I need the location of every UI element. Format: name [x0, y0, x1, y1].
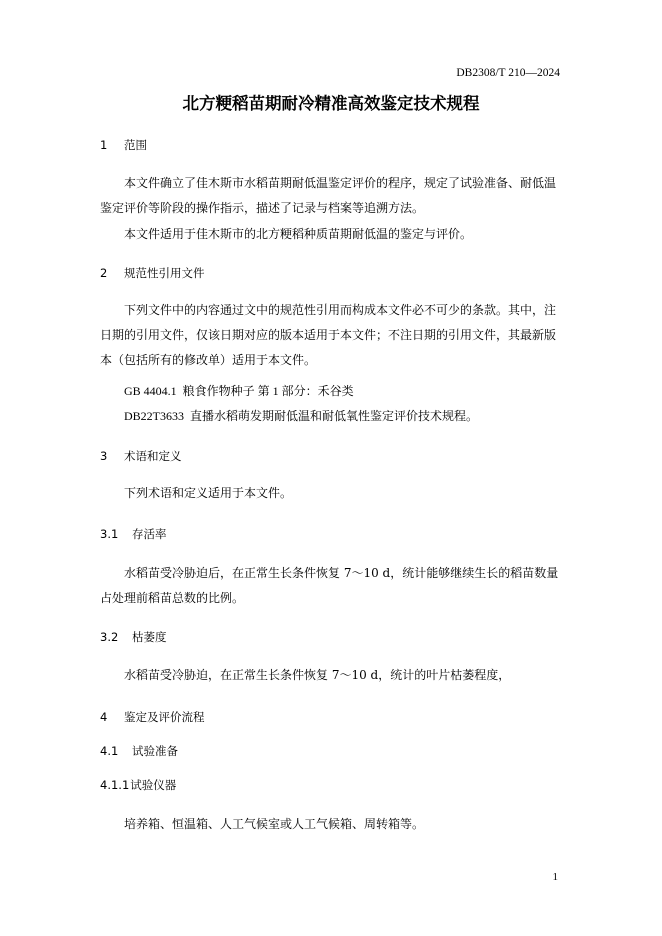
section-heading-2 [100, 265, 205, 281]
section-number: 4.1 [100, 744, 119, 758]
paragraph-text: 本文件适用于佳木斯市的北方粳稻种质苗期耐低温的鉴定与评价。 [124, 227, 473, 241]
section-heading-3 [100, 448, 182, 464]
section-number: 4.1.1 [100, 778, 130, 792]
section-number: 2 [100, 266, 108, 280]
paragraph-text: 下列文件中的内容通过文中的规范性引用而构成本文件必不可少的条款。其中，注日期的引用文件，仅该日期对应的版本适用于本文件；不注日期的引用文件，其最新版本（包括所有的修改单）适用于本文件。 [100, 303, 557, 367]
paragraph [100, 481, 562, 506]
section-heading-4 [100, 709, 205, 725]
section-title: 枯萎度 [132, 630, 167, 644]
document-title: 北方粳稻苗期耐冷精准高效鉴定技术规程 [182, 94, 480, 113]
section-heading-1 [100, 137, 147, 153]
section-heading-3-1 [100, 526, 167, 542]
section-title: 试验仪器 [130, 778, 177, 792]
reference-code: GB 4404.1 [124, 384, 177, 398]
section-heading-3-2 [100, 629, 167, 645]
paragraph [100, 663, 562, 688]
section-heading-4-1-1 [100, 777, 176, 793]
paragraph [100, 812, 562, 837]
section-number: 1 [100, 138, 108, 152]
section-number: 3.1 [100, 527, 119, 541]
page-number: 1 [552, 871, 558, 883]
reference-text: 粮食作物种子 第 1 部分：禾谷类 [182, 384, 354, 398]
section-number: 3 [100, 449, 108, 463]
paragraph-text: 下列术语和定义适用于本文件。 [124, 486, 293, 500]
section-heading-4-1 [100, 743, 178, 759]
section-number: 4 [100, 710, 108, 724]
paragraph-text: 水稻苗受冷胁迫后，在正常生长条件恢复 7～10 d，统计能够继续生长的稻苗数量占处理前稻苗总数的比例。 [100, 566, 559, 605]
section-title: 试验准备 [132, 744, 178, 758]
section-title: 术语和定义 [124, 449, 182, 463]
section-title: 规范性引用文件 [124, 266, 205, 280]
paragraph [100, 298, 562, 373]
reference-item [124, 407, 478, 424]
paragraph [100, 561, 562, 611]
reference-code: DB22T3633 [124, 409, 184, 423]
reference-text: 直播水稻萌发期耐低温和耐低氧性鉴定评价技术规程。 [190, 409, 479, 423]
paragraph [100, 222, 562, 247]
paragraph-text: 水稻苗受冷胁迫，在正常生长条件恢复 7～10 d，统计的叶片枯萎程度， [124, 668, 511, 682]
paragraph [100, 171, 562, 221]
paragraph-text: 培养箱、恒温箱、人工气候室或人工气候箱、周转箱等。 [124, 817, 425, 831]
reference-item [124, 382, 354, 399]
section-number: 3.2 [100, 630, 119, 644]
section-title: 鉴定及评价流程 [124, 710, 205, 724]
paragraph-text: 本文件确立了佳木斯市水稻苗期耐低温鉴定评价的程序，规定了试验准备、耐低温鉴定评价等阶段的操作指示，描述了记录与档案等追溯方法。 [100, 176, 557, 215]
section-title: 范围 [124, 138, 147, 152]
section-title: 存活率 [132, 527, 167, 541]
standard-code: DB2308/T 210—2024 [456, 67, 560, 79]
